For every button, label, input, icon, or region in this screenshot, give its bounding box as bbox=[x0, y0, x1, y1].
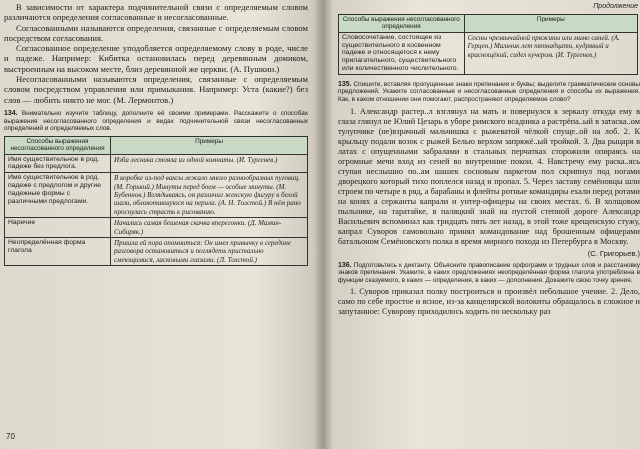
task-number: 135. bbox=[338, 80, 352, 88]
task-number: 136. bbox=[338, 261, 352, 269]
running-head: Продолжение bbox=[593, 3, 638, 10]
task-text: Подготовьтесь к диктанту. Объясните правописание орфограмм и трудных слов и расстановку знаков препинания. Укажите, в каких предложениях неопределённая форма глагола употреблена в функции сказуемого, в каких — определения, в каких — дополнения. Докажите свою точку зрения. bbox=[338, 261, 640, 284]
task-134 bbox=[4, 110, 308, 133]
task-text: Внимательно изучите таблицу, дополните её своими примерами. Расскажите о способах выражения несогласованного определения и видах подчинительной связи несогласованных определений и определяемых слов. bbox=[4, 109, 308, 133]
table-row bbox=[5, 218, 308, 238]
method-cell: Имя существительное в род. падеже без предлога. bbox=[5, 154, 111, 173]
task-135 bbox=[338, 81, 640, 104]
table-header-examples: Примеры bbox=[464, 15, 637, 33]
continuation-table bbox=[338, 14, 638, 75]
method-cell: Имя существительное в род. падеже с предлогом и другие падежные формы с различными предлогами. bbox=[5, 173, 111, 218]
table-header-method: Способы выражения несогласованного определения bbox=[5, 136, 111, 154]
table-row bbox=[339, 32, 638, 74]
method-cell: Наречие bbox=[5, 218, 111, 238]
left-page bbox=[0, 0, 318, 449]
intro-paragraph: Согласованными называются определения, связанные с определяемым словом посредством согласования. bbox=[4, 22, 308, 43]
method-cell: Неопределённая форма глагола bbox=[5, 238, 111, 266]
example-cell: Изба лесника стояла из одной комнаты. (И. Тургенев.) bbox=[111, 154, 308, 173]
table-header-method: Способы выражения несогласованного определения bbox=[339, 15, 465, 33]
right-page bbox=[330, 0, 640, 449]
example-cell: Начались самая бешеная скачка вперегонки. (Д. Мамин-Сибиряк.) bbox=[111, 218, 308, 238]
page-number: 70 bbox=[6, 432, 15, 441]
task-136 bbox=[338, 262, 640, 285]
table-row bbox=[5, 154, 308, 173]
table-header-examples: Примеры bbox=[111, 136, 308, 154]
task-number: 134. bbox=[4, 109, 18, 117]
method-cell: Словосочетание, состоящее из существительного в косвенном падеже и относящегося к нему прилагательного, существительного или количественного числительного. bbox=[339, 32, 465, 74]
story-text: 1. Александр растер..л взглянул на мать и повернулся к зеркалу откуда ему в глаза глянул не Юлий Цезарь в уборе римского всадника а растрёпа..ый в затаска..ом тулупчике (не)взрачный мальчишка с рыжеватой чёлкой спуще..ой на лоб. 2. К крыльцу подали возок с рыжей Белью верхом запряжё..ый тройкой. 3. Два рыцаря в латах с опущенными забралами в стальных перчатках сторожили опираясь на огромные мечи вход из сеней во внутренние покои. 4. Навстречу ему раска..ясь ступая неслышно по..ам шашек сосновым паркетом пол скрипнул под ногами дворецкого который тихо поплелся назад и пропал. 5. Через заставу семёновцы шли строем по четыре в ряд, а барабаны и флейты ротные командиры ехали перед ротами на конях а сержанты капрали и унтер-офицеры на своих местах. 6. В холщовом пыльнике, на таратайке, в паляцкий знай на пустой степной дороге Александр Васильевич вспоминал как тридцать пять лет назад, в этой тоже крещенскую стужу, капрал Суворов самовольно принял командование над брошенным офицерами батальоном Семёновского полка в время мирного похода из Петербурга в Москву. bbox=[338, 106, 640, 246]
dictation-text: 1. Суворов приказал полку построиться и произвёл небольшое учение. 2. Дело, само по себе простое и ясное, из-за канцелярской волокиты обращалось в сложное и запутанное: Суворову приходилось ходить по нескольку раз bbox=[338, 287, 640, 317]
example-cell: Сосны чрезвычайной пряжины или мимо саней. (А. Герцен.) Мальчик лет пятнадцати, кудрявый и краснощёкий, сидел кучером. (И. Тургенев.) bbox=[464, 32, 637, 74]
intro-paragraph: Несогласованными называются определения, связанные с определяемым словом посредством управления или примыкания. Например: Уста (какие?) без слов — любить никто не мог. (М. Лермонтов.) bbox=[4, 74, 308, 105]
example-cell: В коробке из-под ваксы лежало много разнообразных пуговиц. (М. Горький.) Минуты перед боем — особые минуты. (М. Бубеннов.) Вглядываясь, он различил женскую фигуру в белой шали, облокотившуюся на перила. (А. Н. Толстой.) В нём рано проснулась страсть к рисованию. bbox=[111, 173, 308, 218]
intro-paragraph: В зависимости от характера подчинительной связи с определяемым словом различаются определения согласованные и несогласованные. bbox=[4, 2, 308, 23]
definition-table bbox=[4, 136, 308, 266]
table-row bbox=[5, 173, 308, 218]
task-text: Спишите, вставляя пропущенные знаки препинания и буквы; выделите грамматические основы предложений. Укажите согласованные и несогласованные определения и способы их выражения. Как, в каком отношении они помогают, распространяют определяемое слово? bbox=[338, 80, 640, 103]
example-cell: Пришла ей пора опомниться: Он имел привычку в середине разговора остановиться и поглядеть пристально смеющимися, ласковыми глазами. (Л. Толстой.) bbox=[111, 238, 308, 266]
intro-paragraph: Согласованное определение уподобляется определяемому слову в роде, числе и падеже. Например: Кибитка остановилась перед деревянным домиком, выстроенным на высоком месте, близ деревянной же церкви. (А. Пушкин.) bbox=[4, 43, 308, 74]
author-credit: (С. Григорьев.) bbox=[587, 248, 640, 258]
table-row bbox=[5, 238, 308, 266]
